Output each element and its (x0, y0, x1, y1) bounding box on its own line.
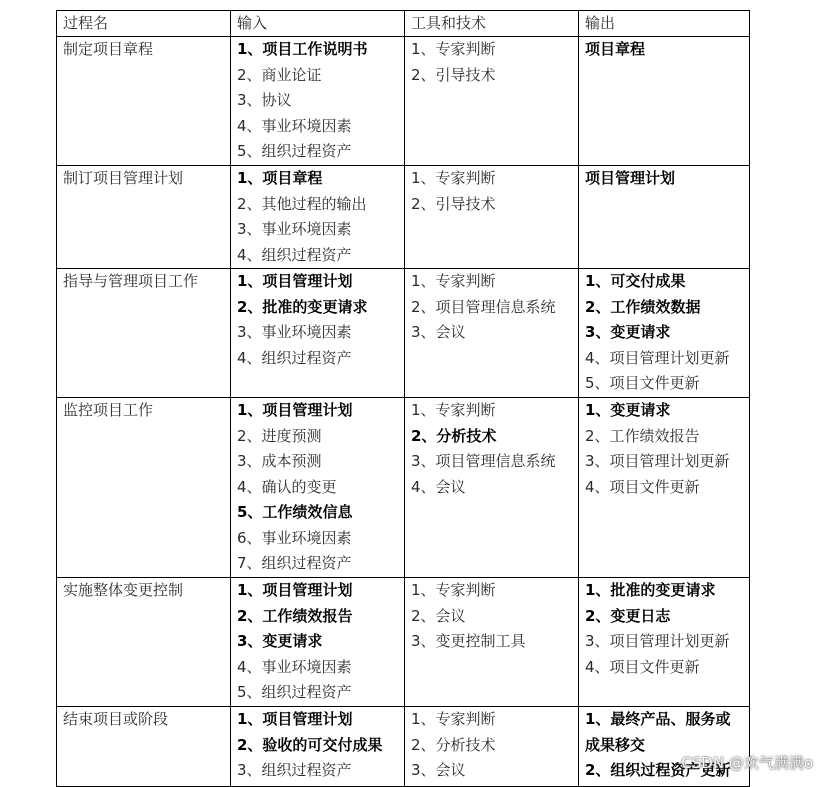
header-inputs: 输入 (231, 11, 405, 37)
tools-item: 4、会议 (411, 477, 466, 496)
header-process: 过程名 (57, 11, 231, 37)
table-row (57, 37, 750, 166)
inputs-item: 3、成本预测 (237, 452, 322, 470)
tools-item: 3、变更控制工具 (411, 632, 526, 650)
tools-cell (405, 37, 579, 166)
outputs-item: 1、最终产品、服务或 (585, 710, 731, 728)
outputs-cell (579, 269, 750, 398)
inputs-item: 4、组织过程资产 (237, 348, 352, 367)
process-name-cell (57, 37, 231, 166)
process-name-cell (57, 398, 231, 578)
header-row (57, 11, 750, 37)
tools-item: 2、分析技术 (411, 735, 496, 754)
outputs-item: 2、工作绩效报告 (585, 426, 700, 445)
inputs-item: 3、协议 (237, 91, 292, 109)
inputs-item: 1、项目章程 (237, 169, 323, 187)
inputs-item: 1、项目管理计划 (237, 581, 353, 599)
outputs-cell (579, 398, 750, 578)
inputs-item: 2、其他过程的输出 (237, 194, 367, 213)
tools-item: 2、引导技术 (411, 65, 496, 84)
tools-cell (405, 707, 579, 787)
process-name: 指导与管理项目工作 (63, 272, 199, 290)
inputs-item: 1、项目管理计划 (237, 401, 353, 419)
tools-item: 1、专家判断 (411, 272, 496, 290)
table-row (57, 578, 750, 707)
inputs-item: 5、工作绩效信息 (237, 503, 353, 521)
outputs-item: 1、批准的变更请求 (585, 581, 716, 599)
inputs-item: 3、组织过程资产 (237, 761, 352, 779)
tools-cell (405, 578, 579, 707)
inputs-item: 2、进度预测 (237, 426, 322, 445)
header-tools: 工具和技术 (405, 11, 579, 37)
tools-item: 2、引导技术 (411, 194, 496, 213)
process-name-cell (57, 707, 231, 787)
process-name: 结束项目或阶段 (63, 710, 169, 728)
tools-item: 1、专家判断 (411, 40, 496, 58)
tools-item: 3、会议 (411, 761, 466, 779)
outputs-item: 2、工作绩效数据 (585, 297, 701, 316)
process-name: 监控项目工作 (63, 401, 154, 419)
outputs-item: 项目管理计划 (585, 169, 676, 187)
outputs-item: 成果移交 (585, 735, 646, 754)
outputs-item: 项目章程 (585, 40, 646, 58)
outputs-item: 4、项目管理计划更新 (585, 348, 730, 367)
outputs-item: 2、变更日志 (585, 606, 671, 625)
table-body (57, 37, 750, 787)
outputs-item: 1、可交付成果 (585, 272, 686, 290)
outputs-cell (579, 37, 750, 166)
outputs-item: 3、项目管理计划更新 (585, 632, 730, 650)
inputs-cell (231, 269, 405, 398)
watermark: CSDN @欢气满满o (681, 754, 813, 772)
outputs-item: 3、变更请求 (585, 323, 671, 341)
outputs-cell (579, 166, 750, 269)
outputs-item: 1、变更请求 (585, 401, 671, 419)
inputs-item: 4、事业环境因素 (237, 116, 352, 135)
inputs-item: 4、确认的变更 (237, 477, 337, 496)
table-row (57, 707, 750, 787)
header-outputs: 输出 (579, 11, 750, 37)
process-name: 制定项目章程 (63, 40, 154, 58)
table-row (57, 269, 750, 398)
tools-cell (405, 398, 579, 578)
tools-cell (405, 269, 579, 398)
tools-item: 1、专家判断 (411, 581, 496, 599)
inputs-cell (231, 398, 405, 578)
inputs-item: 1、项目管理计划 (237, 272, 353, 290)
tools-cell (405, 166, 579, 269)
inputs-item: 5、组织过程资产 (237, 142, 352, 160)
process-name: 制订项目管理计划 (63, 169, 184, 187)
tools-item: 3、会议 (411, 323, 466, 341)
inputs-item: 2、商业论证 (237, 65, 322, 84)
process-name-cell (57, 578, 231, 707)
outputs-item: 5、项目文件更新 (585, 374, 700, 392)
outputs-item: 3、项目管理计划更新 (585, 452, 730, 470)
process-name: 实施整体变更控制 (63, 581, 184, 599)
inputs-item: 1、项目工作说明书 (237, 40, 368, 58)
inputs-cell (231, 578, 405, 707)
tools-item: 1、专家判断 (411, 710, 496, 728)
inputs-item: 3、事业环境因素 (237, 323, 352, 341)
inputs-item: 7、组织过程资产 (237, 554, 352, 572)
inputs-item: 5、组织过程资产 (237, 683, 352, 701)
inputs-item: 2、工作绩效报告 (237, 606, 353, 625)
outputs-item: 4、项目文件更新 (585, 477, 700, 496)
tools-item: 2、会议 (411, 606, 466, 625)
inputs-cell (231, 166, 405, 269)
outputs-item: 4、项目文件更新 (585, 657, 700, 676)
inputs-item: 3、事业环境因素 (237, 220, 352, 238)
process-name-cell (57, 166, 231, 269)
process-name-cell (57, 269, 231, 398)
inputs-item: 2、验收的可交付成果 (237, 735, 383, 754)
process-table (56, 10, 750, 787)
inputs-cell (231, 707, 405, 787)
inputs-item: 1、项目管理计划 (237, 710, 353, 728)
tools-item: 1、专家判断 (411, 169, 496, 187)
inputs-item: 4、组织过程资产 (237, 245, 352, 264)
outputs-item: 2、组织过程资产更新 (585, 761, 731, 779)
tools-item: 3、项目管理信息系统 (411, 452, 556, 470)
outputs-cell (579, 578, 750, 707)
inputs-item: 3、变更请求 (237, 632, 323, 650)
tools-item: 1、专家判断 (411, 401, 496, 419)
tools-item: 2、项目管理信息系统 (411, 297, 556, 316)
inputs-item: 6、事业环境因素 (237, 528, 352, 547)
tools-item: 2、分析技术 (411, 426, 497, 445)
outputs-cell (579, 707, 750, 787)
inputs-item: 4、事业环境因素 (237, 657, 352, 676)
inputs-cell (231, 37, 405, 166)
table-row (57, 398, 750, 578)
table-row (57, 166, 750, 269)
inputs-item: 2、批准的变更请求 (237, 297, 368, 316)
